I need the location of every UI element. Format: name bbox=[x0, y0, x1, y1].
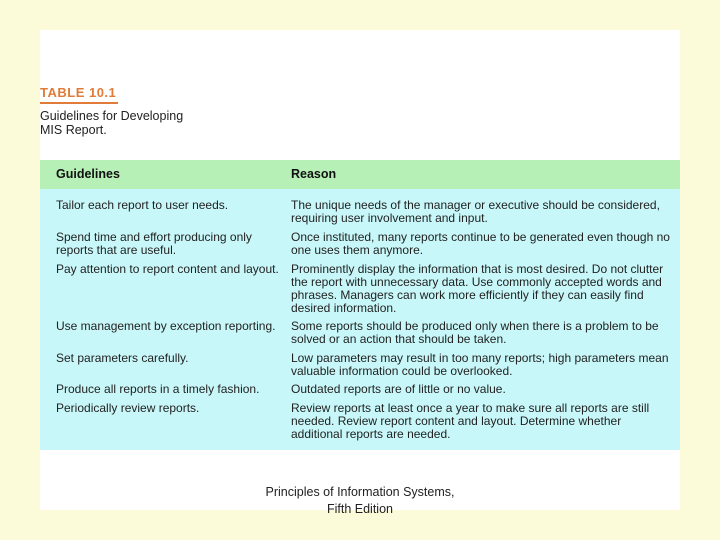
footer-line: Principles of Information Systems, bbox=[265, 485, 455, 499]
guideline-cell: Set parameters carefully. bbox=[56, 351, 189, 365]
reason-cell: Low parameters may result in too many reports; high parameters mean valuable information could be overlooked. bbox=[291, 351, 669, 378]
guideline-cell: Produce all reports in a timely fashion. bbox=[56, 382, 260, 396]
reason-cell: The unique needs of the manager or executive should be considered, requiring user involvement and input. bbox=[291, 198, 660, 225]
table-number-label: TABLE 10.1 bbox=[40, 85, 118, 104]
header-guidelines: Guidelines bbox=[56, 167, 120, 181]
footer-line: Fifth Edition bbox=[326, 502, 393, 516]
reason-cell: Once instituted, many reports continue to be generated even though no one uses them anymore. bbox=[291, 230, 670, 257]
guideline-cell: Tailor each report to user needs. bbox=[56, 198, 229, 212]
table-caption bbox=[40, 109, 240, 137]
slide-page bbox=[40, 30, 680, 516]
reason-cell: Review reports at least once a year to make sure all reports are still needed. Review report content and layout. Determine whether additional reports are needed. bbox=[291, 401, 650, 441]
table-caption-line: MIS Report. bbox=[40, 123, 107, 137]
guideline-cell: Spend time and effort producing only reports that are useful. bbox=[56, 230, 252, 257]
table-caption-line: Guidelines for Developing bbox=[40, 109, 184, 123]
guideline-cell: Pay attention to report content and layout. bbox=[56, 262, 279, 276]
guideline-cell: Use management by exception reporting. bbox=[56, 319, 276, 333]
reason-cell: Prominently display the information that is most desired. Do not clutter the report with unnecessary data. Use commonly accepted words and phrases. Managers can work more efficiently if they can easily find desired information. bbox=[291, 262, 664, 315]
table-body bbox=[40, 189, 680, 450]
reason-cell: Some reports should be produced only when there is a problem to be solved or an action that should be taken. bbox=[291, 319, 659, 346]
header-reason: Reason bbox=[291, 167, 337, 181]
slide-footer bbox=[40, 484, 680, 518]
table-header-row bbox=[40, 160, 680, 189]
reason-cell: Outdated reports are of little or no value. bbox=[291, 382, 506, 396]
guideline-cell: Periodically review reports. bbox=[56, 401, 200, 415]
